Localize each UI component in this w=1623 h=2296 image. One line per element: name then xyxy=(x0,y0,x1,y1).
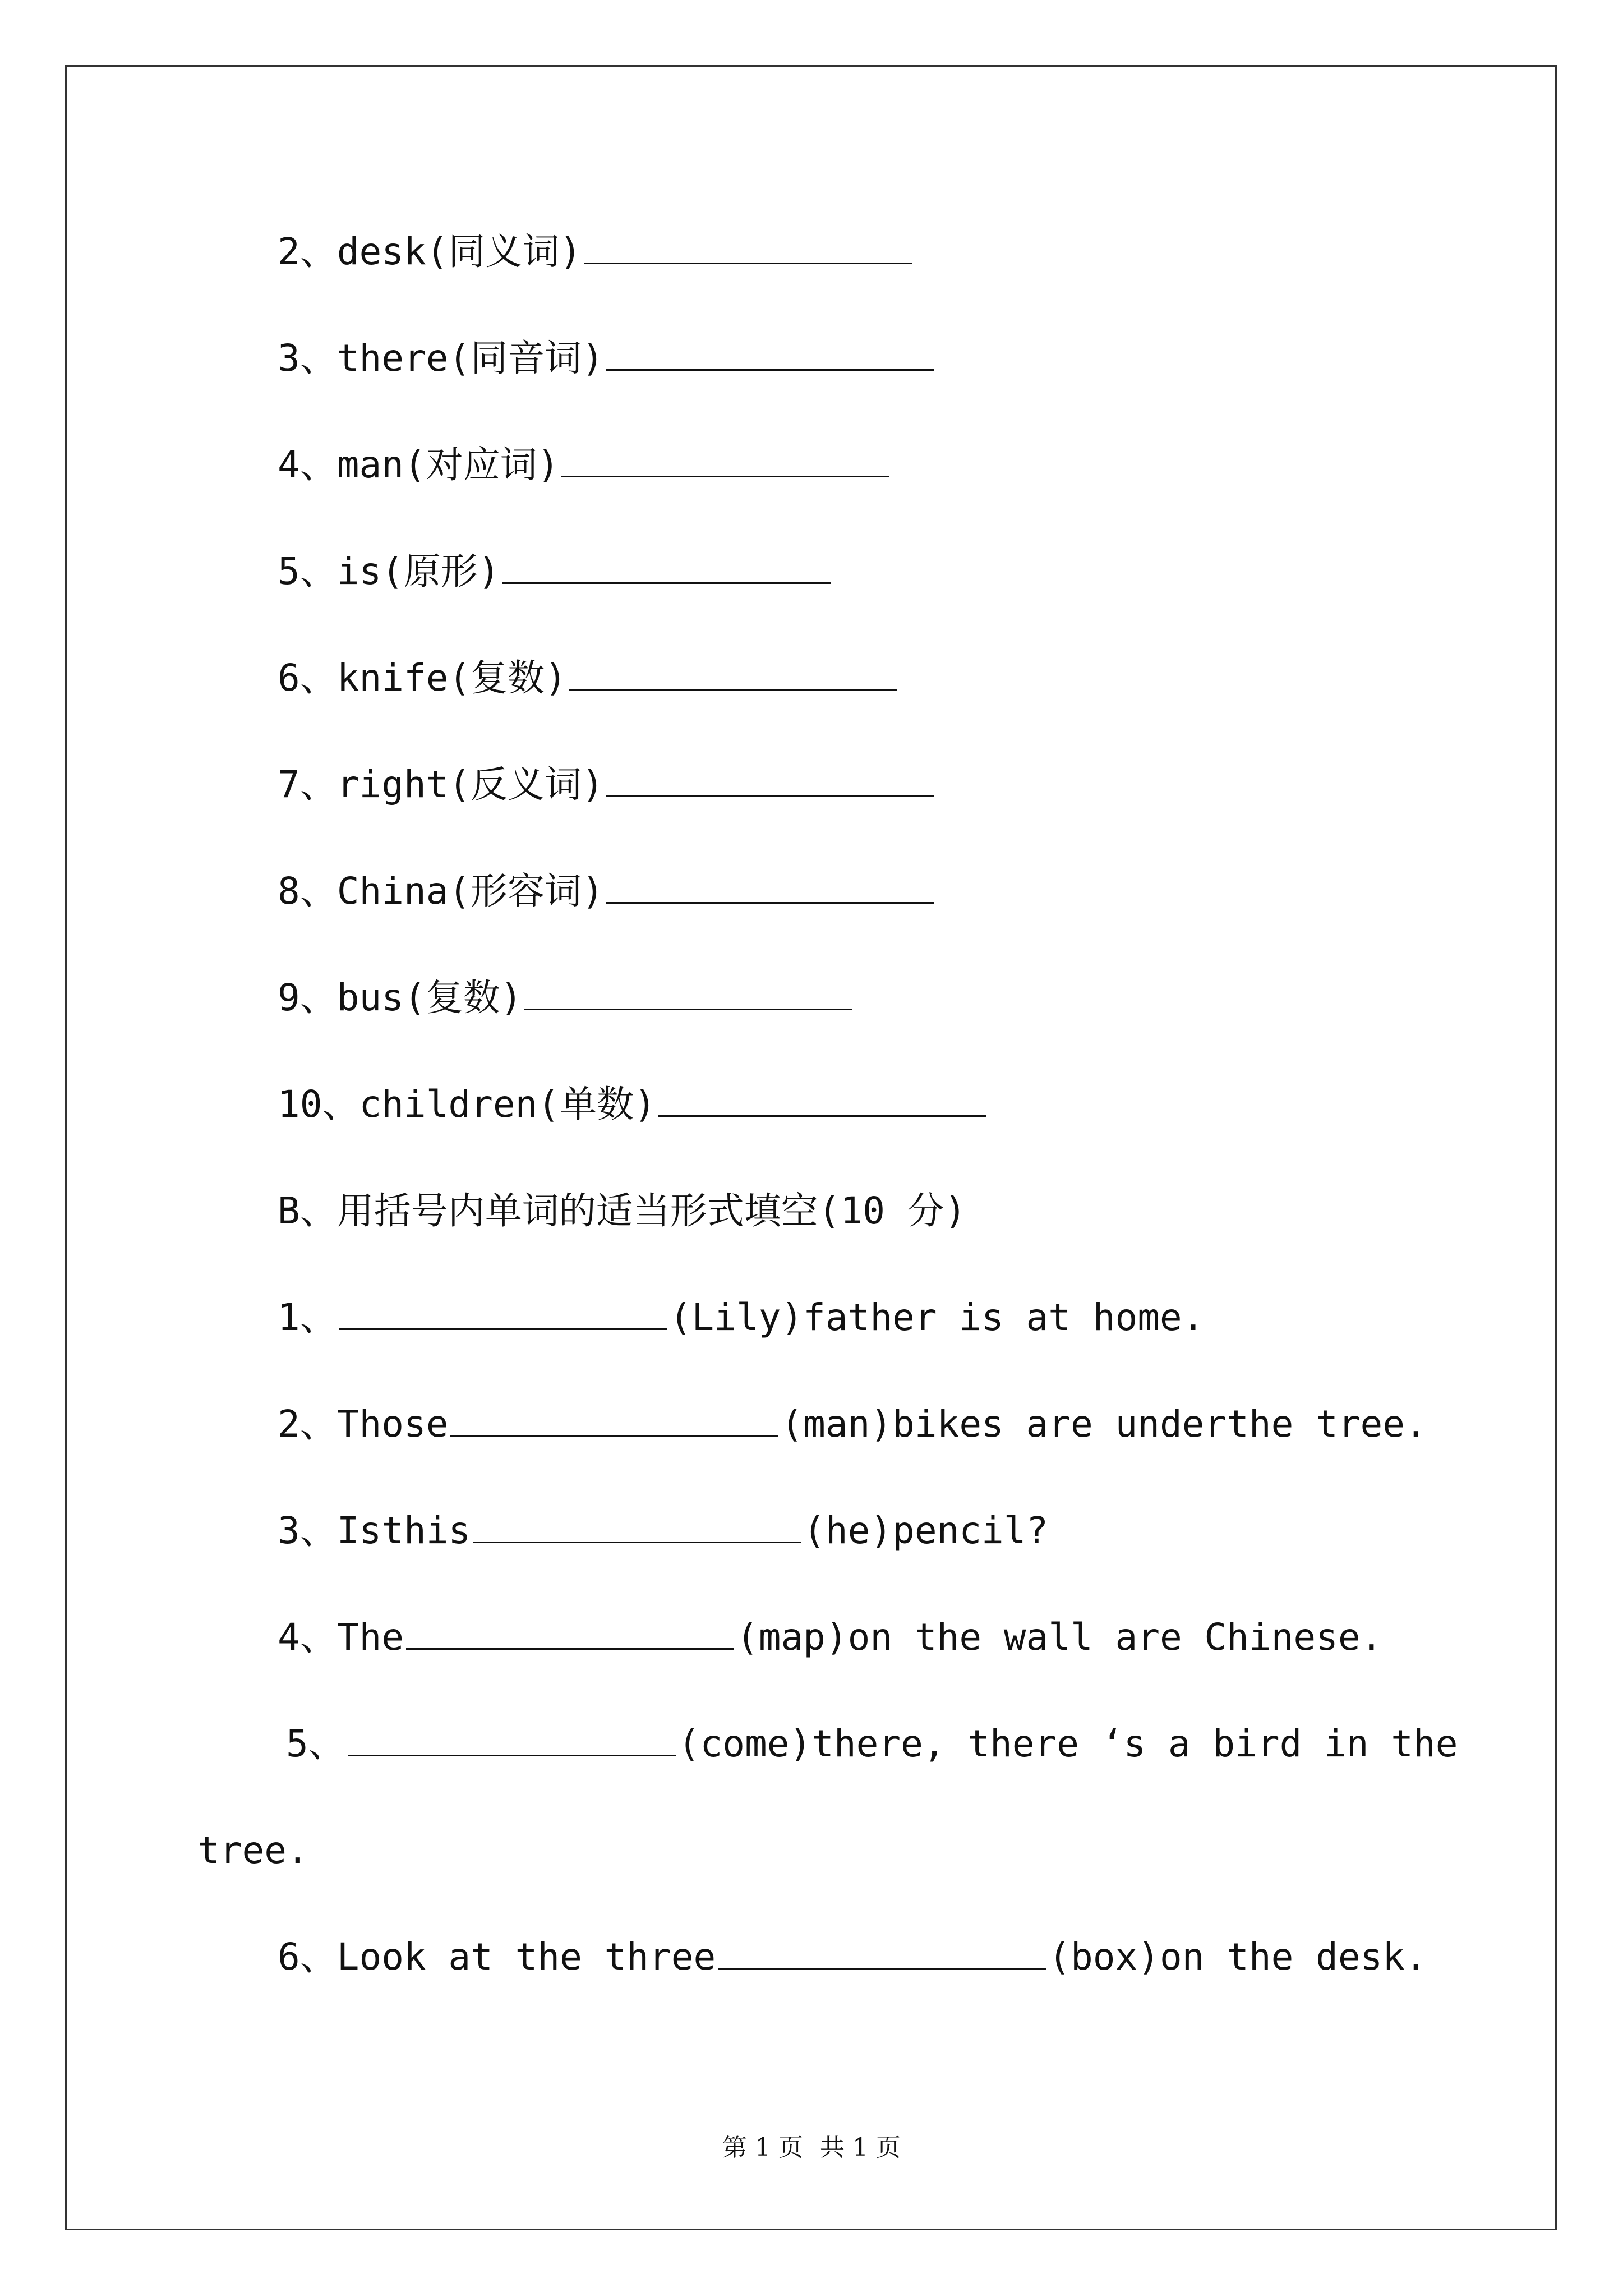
item-text-after: (map)on the wall are Chinese. xyxy=(736,1616,1383,1659)
item-number: 4、 xyxy=(278,443,337,486)
answer-blank[interactable] xyxy=(606,867,934,904)
item-number: 4、 xyxy=(278,1616,337,1659)
item-number: 3、 xyxy=(278,1509,337,1552)
item-text-after: (box)on the desk. xyxy=(1048,1935,1427,1978)
answer-blank[interactable] xyxy=(473,1507,801,1543)
item-b-6 xyxy=(278,1932,1427,1982)
answer-blank[interactable] xyxy=(450,1400,778,1437)
item-number: 6、 xyxy=(278,656,337,700)
item-a-4 xyxy=(278,440,892,490)
item-a-3 xyxy=(278,333,937,384)
answer-blank[interactable] xyxy=(606,334,934,371)
item-a-6 xyxy=(278,653,900,703)
item-text-after: (man)bikes are underthe tree. xyxy=(781,1402,1427,1446)
item-text-before: Look at the three xyxy=(336,1935,716,1978)
item-number: 3、 xyxy=(278,337,337,380)
page-total: 共 1 页 xyxy=(820,2133,901,2162)
item-prompt: man(对应词) xyxy=(336,443,560,486)
answer-blank[interactable] xyxy=(524,974,852,1010)
item-text-before: Isthis xyxy=(336,1509,471,1552)
answer-blank[interactable] xyxy=(606,761,934,797)
item-b-4 xyxy=(278,1612,1382,1663)
item-number: 1、 xyxy=(278,1296,337,1339)
item-prompt: bus(复数) xyxy=(336,976,523,1019)
answer-blank[interactable] xyxy=(348,1720,676,1756)
item-a-10 xyxy=(278,1079,989,1130)
item-prompt: is(原形) xyxy=(336,550,500,593)
item-prompt: desk(同义词) xyxy=(336,230,582,273)
item-a-5 xyxy=(278,546,833,597)
item-b-2 xyxy=(278,1399,1427,1450)
item-text-before: The xyxy=(336,1616,404,1659)
item-number: 5、 xyxy=(278,550,337,593)
answer-blank[interactable] xyxy=(561,441,889,477)
answer-blank[interactable] xyxy=(584,228,912,264)
item-b-3 xyxy=(278,1506,1048,1556)
item-prompt: there(同音词) xyxy=(336,337,604,380)
item-a-9 xyxy=(278,973,855,1023)
answer-blank[interactable] xyxy=(658,1080,986,1117)
answer-blank[interactable] xyxy=(502,547,831,584)
section-b-heading: B、用括号内单词的适当形式填空(10 分) xyxy=(278,1189,967,1232)
answer-blank[interactable] xyxy=(406,1613,734,1650)
answer-blank[interactable] xyxy=(569,654,897,691)
item-number: 10、 xyxy=(278,1083,359,1126)
item-number: 2、 xyxy=(278,230,337,273)
item-prompt: China(形容词) xyxy=(336,869,604,913)
item-text-after: (come)there, there ‘s a bird in the xyxy=(677,1722,1458,1765)
answer-blank[interactable] xyxy=(718,1933,1046,1970)
item-b-1 xyxy=(278,1292,1204,1343)
page-footer xyxy=(0,2127,1623,2163)
item-number: 6、 xyxy=(278,1935,337,1978)
item-a-8 xyxy=(278,866,937,917)
item-b-5 xyxy=(286,1719,1458,1769)
item-text-after: (he)pencil? xyxy=(803,1509,1049,1552)
item-prompt: right(反义词) xyxy=(336,763,604,806)
answer-blank[interactable] xyxy=(339,1294,667,1330)
item-number: 7、 xyxy=(278,763,337,806)
item-a-7 xyxy=(278,760,937,810)
item-number: 5、 xyxy=(286,1722,345,1765)
item-b-5-continuation: tree. xyxy=(197,1829,309,1872)
item-a-2 xyxy=(278,227,914,277)
item-number: 8、 xyxy=(278,869,337,913)
item-number: 2、 xyxy=(278,1402,337,1446)
page-number: 第 1 页 xyxy=(722,2133,803,2162)
item-text-before: Those xyxy=(336,1402,449,1446)
item-number: 9、 xyxy=(278,976,337,1019)
item-prompt: knife(复数) xyxy=(336,656,567,700)
item-text-after: (Lily)father is at home. xyxy=(669,1296,1205,1339)
item-prompt: children(单数) xyxy=(359,1083,656,1126)
